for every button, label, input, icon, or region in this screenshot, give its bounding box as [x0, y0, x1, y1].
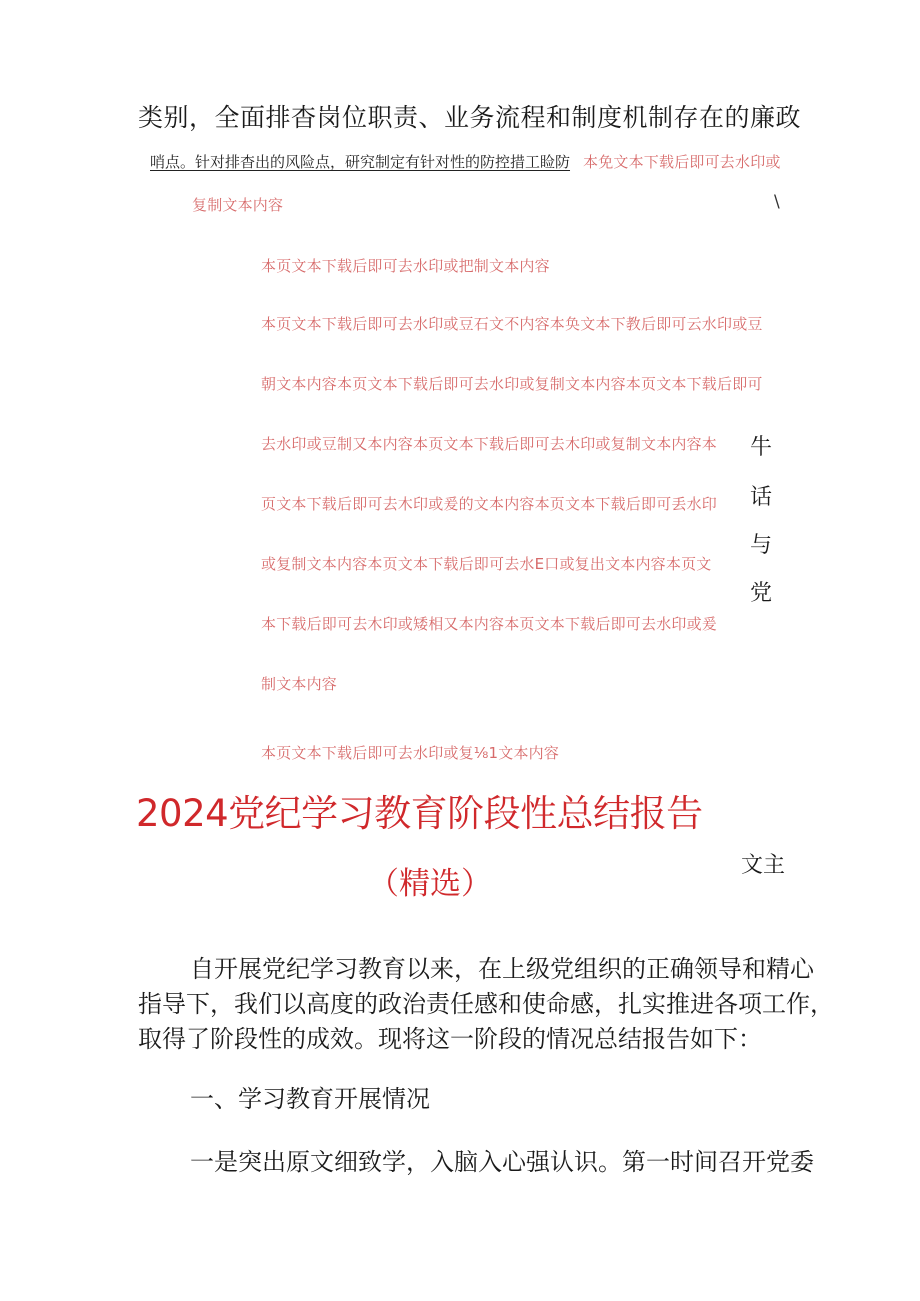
watermark-line: 朝文本内容本页文本下载后即可去水印或复制文本内容本页文本下载后即可 [261, 375, 763, 393]
watermark-line: 本页文本下载后即可去水印或把制文本内容 [261, 257, 550, 275]
side-char: 话 [750, 485, 773, 510]
watermark-line: 本页文本下载后即可去水印或豆石文不内容本奂文本下教后即可云水印或豆 [261, 315, 763, 333]
watermark-line: 制文本内容 [261, 675, 338, 693]
watermark-line: 本下载后即可去木印或矮相又本内容本页文本下载后即可去水印或爰 [261, 615, 718, 633]
document-title: 2024党纪学习教育阶段性总结报告 [136, 792, 703, 835]
document-subtitle: （精选） [368, 866, 492, 902]
watermark-text: 本免文本下载后即可去水印或 [583, 153, 781, 171]
side-char: 与 [750, 533, 773, 558]
side-text: 文主 [741, 853, 786, 878]
side-char: 党 [750, 581, 773, 606]
section-heading: 一、学习教育开展情况 [190, 1085, 430, 1113]
side-char: 牛 [750, 435, 773, 460]
stray-backslash: \ [774, 192, 780, 212]
watermark-line: 本页文本下载后即可去水印或复⅛1文本内容 [261, 744, 560, 762]
watermark-line: 去水印或豆制又本内容本页文本下载后即可去木印或复制文本内容本 [261, 435, 718, 453]
body-text-line: 类别，全面排杳岗位职责、业务流程和制度机制存在的廉政 [138, 103, 802, 132]
paragraph-line: 取得了阶段性的成效。现将这一阶段的情况总结报告如下： [138, 1025, 762, 1053]
watermark-line: 页文本下载后即可去木印或爰的文本内容本页文本下载后即可丢水印 [261, 495, 718, 513]
watermark-text: 复制文本内容 [192, 196, 284, 214]
paragraph-line: 一是突出原文细致学，入脑入心强认识。第一时间召开党委 [190, 1148, 814, 1176]
risk-point-line: 哨点。针对排杳出的风险点，研究制定有针对性的防控措工睑防 [150, 153, 571, 171]
paragraph-line: 自开展党纪学习教育以来，在上级党组织的正确领导和精心 [190, 955, 814, 983]
watermark-line: 或复制文本内容本页文本下载后即可去水E口或复出文本内容本页文 [261, 555, 712, 573]
paragraph-line: 指导下，我们以高度的政治责任感和使命感，扎实推进各项工作， [138, 990, 834, 1018]
